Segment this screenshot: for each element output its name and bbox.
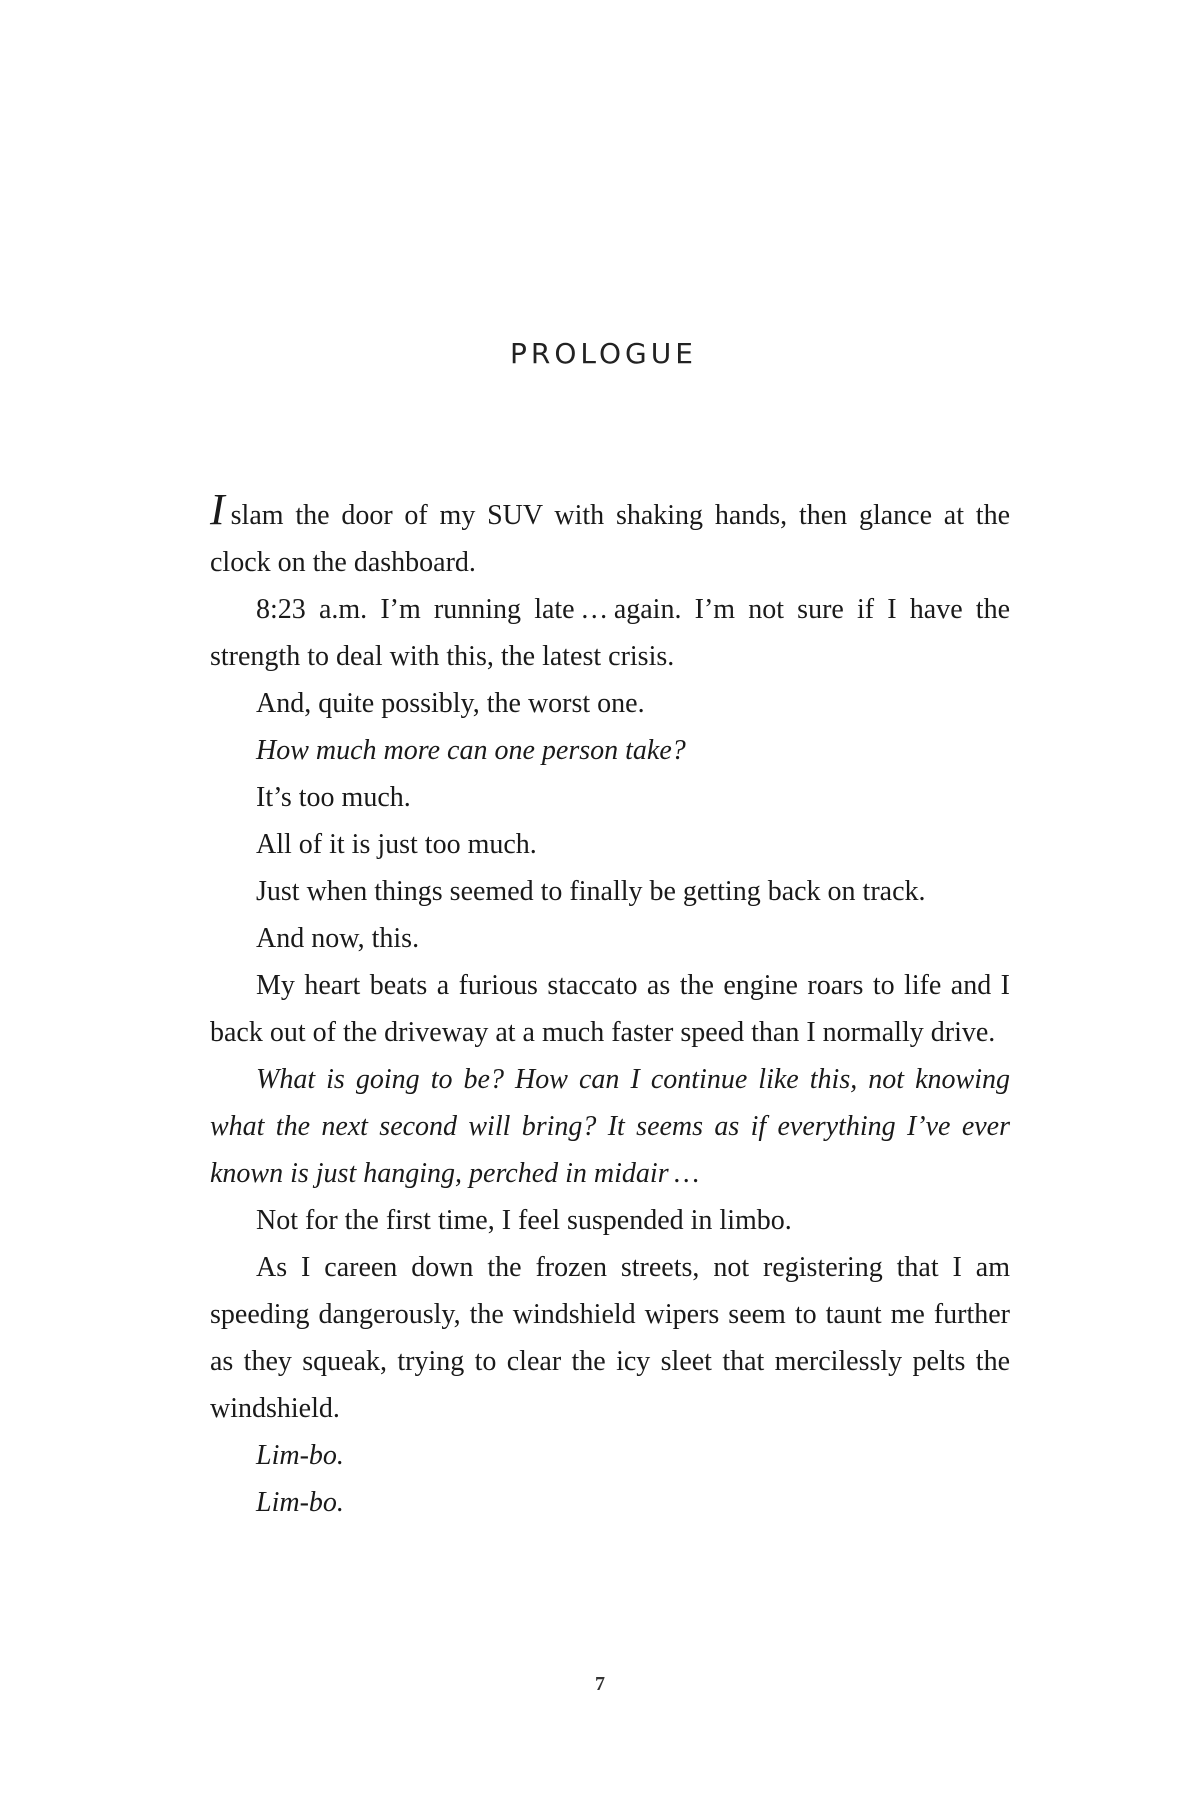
paragraph: It’s too much. xyxy=(256,782,411,813)
paragraph-italic: Lim-bo. xyxy=(256,1487,344,1518)
paragraph: All of it is just too much. xyxy=(256,829,537,860)
paragraph: Just when things seemed to finally be getting back on track. xyxy=(256,876,926,907)
page-number: 7 xyxy=(595,1673,605,1695)
paragraph: As I careen down the frozen streets, not registering that I am speeding dangerously, the windshield wipers seem to taunt me further as they squeak, trying to clear the icy sleet that mercilessly pelts the windshield. xyxy=(210,1252,1010,1424)
paragraph: My heart beats a furious staccato as the engine roars to life and I back out of the driveway at a much faster speed than I normally drive. xyxy=(210,970,1010,1048)
chapter-title: PROLOGUE xyxy=(510,337,697,370)
paragraph: 8:23 a.m. I’m running late … again. I’m not sure if I have the strength to deal with this, the latest crisis. xyxy=(210,594,1010,672)
paragraph-italic: Lim-bo. xyxy=(256,1440,344,1471)
paragraph-italic: What is going to be? How can I continue like this, not knowing what the next second will bring? It seems as if everything I’ve ever known is just hanging, perched in midair … xyxy=(210,1064,1010,1189)
paragraph: Not for the first time, I feel suspended in limbo. xyxy=(256,1205,792,1236)
paragraph: And now, this. xyxy=(256,923,420,954)
paragraph-italic: How much more can one person take? xyxy=(256,735,686,766)
body-text xyxy=(210,485,1010,1526)
paragraph: And, quite possibly, the worst one. xyxy=(256,688,645,719)
paragraph-text: slam the door of my SUV with shaking hands, then glance at the clock on the dashboard. xyxy=(210,500,1010,578)
drop-initial: I xyxy=(210,485,225,534)
paragraph xyxy=(210,485,1010,586)
